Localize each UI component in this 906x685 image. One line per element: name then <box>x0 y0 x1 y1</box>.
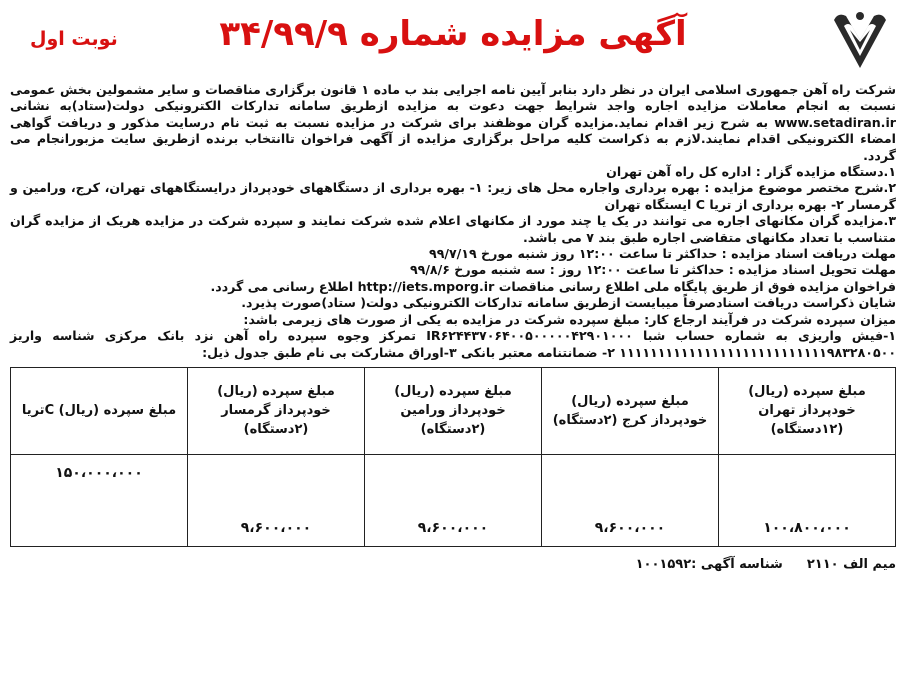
ad-code: میم الف ۲۱۱۰ <box>806 556 896 572</box>
col-header-varamin: مبلغ سپرده (ریال) خودپرداز ورامین (۲دستگاه) <box>365 367 542 454</box>
amount-cafeteria: ۱۵۰،۰۰۰،۰۰۰ <box>11 454 188 546</box>
deposit-intro: میزان سپرده شرکت در فرآیند ارجاع کار: مبلغ سپرده شرکت در مزایده به یکی از صورت های زیرمی باشد: <box>243 311 896 327</box>
notice-footer <box>10 557 896 572</box>
deadline-submit: مهلت تحویل اسناد مزایده : حداکثر تا ساعت ۱۲:۰۰ روز : سه شنبه مورخ ۹۹/۸/۶ <box>409 262 896 278</box>
col-header-karaj: مبلغ سپرده (ریال) خودپرداز کرج (۲دستگاه) <box>542 367 719 454</box>
col-header-garmsar: مبلغ سپرده (ریال) خودپرداز گرمسار (۲دستگاه) <box>188 367 365 454</box>
amount-karaj: ۹،۶۰۰،۰۰۰ <box>542 454 719 546</box>
notice-header <box>10 4 896 74</box>
notice-iets: فراخوان مزایده فوق از طریق پایگاه ملی اطلاع رسانی مناقصات http://iets.mporg.ir اطلاع رسانی می گردد. <box>210 278 896 294</box>
notice-title: آگهی مزایده شماره ۳۴/۹۹/۹ <box>219 14 687 54</box>
col-header-tehran: مبلغ سپرده (ریال) خودپرداز تهران (۱۲دستگاه) <box>719 367 896 454</box>
deposit-table-amount-row <box>11 454 896 546</box>
notice-setad: شایان ذکراست دریافت اسنادصرفاً میبایست ازطریق سامانه تدارکات الکترونیکی دولت( ستاد)صورت پذیرد. <box>241 295 896 311</box>
deposit-table <box>10 367 896 547</box>
deposit-table-header-row <box>11 367 896 454</box>
intro-paragraph: شرکت راه آهن جمهوری اسلامی ایران در نظر دارد بنابر آیین نامه اجرایی بند ب ماده ۱ قانون برگزاری مناقصات و سایر مشمولین بخش عمومی نسبت به انجام معاملات مزایده اجاره واجد شرایط جهت دعوت به مزایده ازطریق سامانه تدارکات الکترونیکی دولت(ستاد)به نشانی www.setadiran.ir به شرح زیر اقدام نماید.مزایده گران موظفند برای شرکت در مزایده نسبت به ثبت نام درسایت مذکور و دریافت گواهی امضاء الکترونیکی اقدام نمایند.لازم به ذکراست کلیه مراحل برگزاری مزایده از آگهی فراخوان تاانتخاب برنده ازطریق سایت مزبورانجام می گردد. <box>10 82 896 163</box>
notice-body <box>10 82 896 361</box>
col-header-cafeteria: مبلغ سپرده (ریال) Cتریا <box>11 367 188 454</box>
amount-garmsar: ۹،۶۰۰،۰۰۰ <box>188 454 365 546</box>
deposit-methods: ۱-فیش واریزی به شماره حساب شبا IR۶۲۴۴۳۷۰۶۴۰۰۵۰۰۰۰۰۴۲۹۰۱۰۰۰ تمرکز وجوه سپرده راه آهن نزد بانک مرکزی شناسه واریز ۱۱۱۱۱۱۱۱۱۱۱۱۱۱۱۱۱۱۱۱۱۱۱۱۱۱۱۹۸۳۲۸۰۵۰۰ ۲- ضمانتنامه معتبر بانکی ۳-اوراق مشارکت بی نام طبق جدول ذیل: <box>10 328 896 360</box>
first-turn-label: نوبت اول <box>30 28 118 50</box>
ad-id: شناسه آگهی :۱۰۰۱۵۹۲ <box>635 556 783 572</box>
deadline-docs: مهلت دریافت اسناد مزایده : حداکثر تا ساعت ۱۲:۰۰ روز شنبه مورخ ۹۹/۷/۱۹ <box>429 246 896 262</box>
item-subject: ۲.شرح مختصر موضوع مزایده : بهره برداری واجاره محل های زیر: ۱- بهره برداری از دستگاههای خودپرداز درایستگاههای تهران، کرج، ورامین و گرمسار ۲- بهره برداری از تریا C ایستگاه تهران <box>10 180 896 212</box>
amount-tehran: ۱۰۰،۸۰۰،۰۰۰ <box>719 454 896 546</box>
amount-varamin: ۹،۶۰۰،۰۰۰ <box>365 454 542 546</box>
item-participation: ۳.مزایده گران مکانهای اجاره می توانند در یک یا چند مورد از مکانهای اعلام شده شرکت نمایند و سپرده شرکت در مزایده هریک از مزایده گران متناسب با تعداد مکانهای متقاضی اجاره طبق بند ۷ می باشد. <box>10 213 896 245</box>
item-organizer: ۱.دستگاه مزایده گزار : اداره کل راه آهن تهران <box>606 164 896 180</box>
